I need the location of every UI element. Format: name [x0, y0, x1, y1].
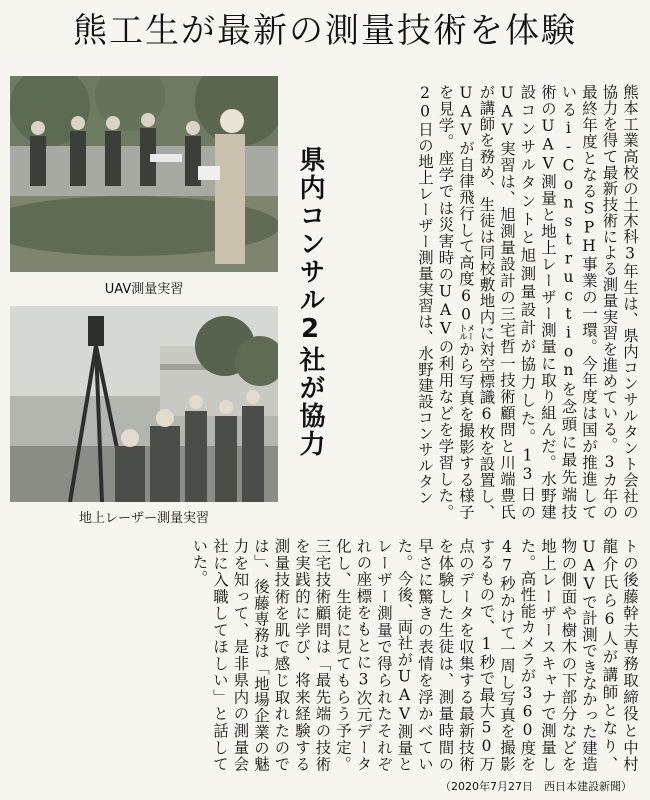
article-body-bottom: トの後藤幹夫専務取締役と中村龍介氏ら6人が講師となり、UAVで計測できなかった建造物の側面や樹木の下部分などを地上レーザースキャナで測量した。高性能カメラが360度を47秒かけて一周し写真を撮影するもので、1秒で最大50万点のデータを収集する最新技術を体験した生徒は、測量時間の早さに驚きの表情を浮かべていた。今後、両社がUAV測量とレーザー測量で得られたそれぞれの座標をもとに3次元データ化し、生徒に見てもらう予定。三宅技術顧問は「最先端の技術を実践的に学び、将来経験する測量技術を肌で感じ取れたのでは」、後藤専務は「地場企業の魅力を知って、是非県内の測量会社に入職してほしい」と話していた。 [190, 538, 639, 772]
subheadline: 県内コンサル2社が協力 [295, 146, 325, 458]
headline: 熊工生が最新の測量技術を体験 [73, 11, 577, 51]
laser-survey-photo [10, 306, 278, 502]
publication-credit: （2020年7月27日 西日本建設新聞） [440, 780, 632, 793]
uav-photo-caption: UAV測量実習 [104, 282, 184, 297]
laser-photo-caption: 地上レーザー測量実習 [78, 511, 209, 526]
uav-survey-photo [10, 76, 278, 272]
article-body-top: 熊本工業高校の土木科3年生は、県内コンサルタント会社の協力を得て最新技術による測量実習を進めている。3カ年の最終年度となるSPH事業の一環。今年度は国が推進しているi-Constructionを念頭に最先端技術のUAV測量と地上レーザー測量に取り組んだ。水野建設コンサルタントと旭測量設計が協力した。13日のUAV実習は、旭測量設計の三宅哲一技術顧問と川端豊氏が講師を務め、生徒は同校敷地内に対空標識6枚を設置し、UAVが自律飛行して高度60㍍から写真を撮影する様子を見学。座学では災害時のUAVの利用などを学習した。20日の地上レーザー測量実習は、水野建設コンサルタン [416, 84, 639, 520]
